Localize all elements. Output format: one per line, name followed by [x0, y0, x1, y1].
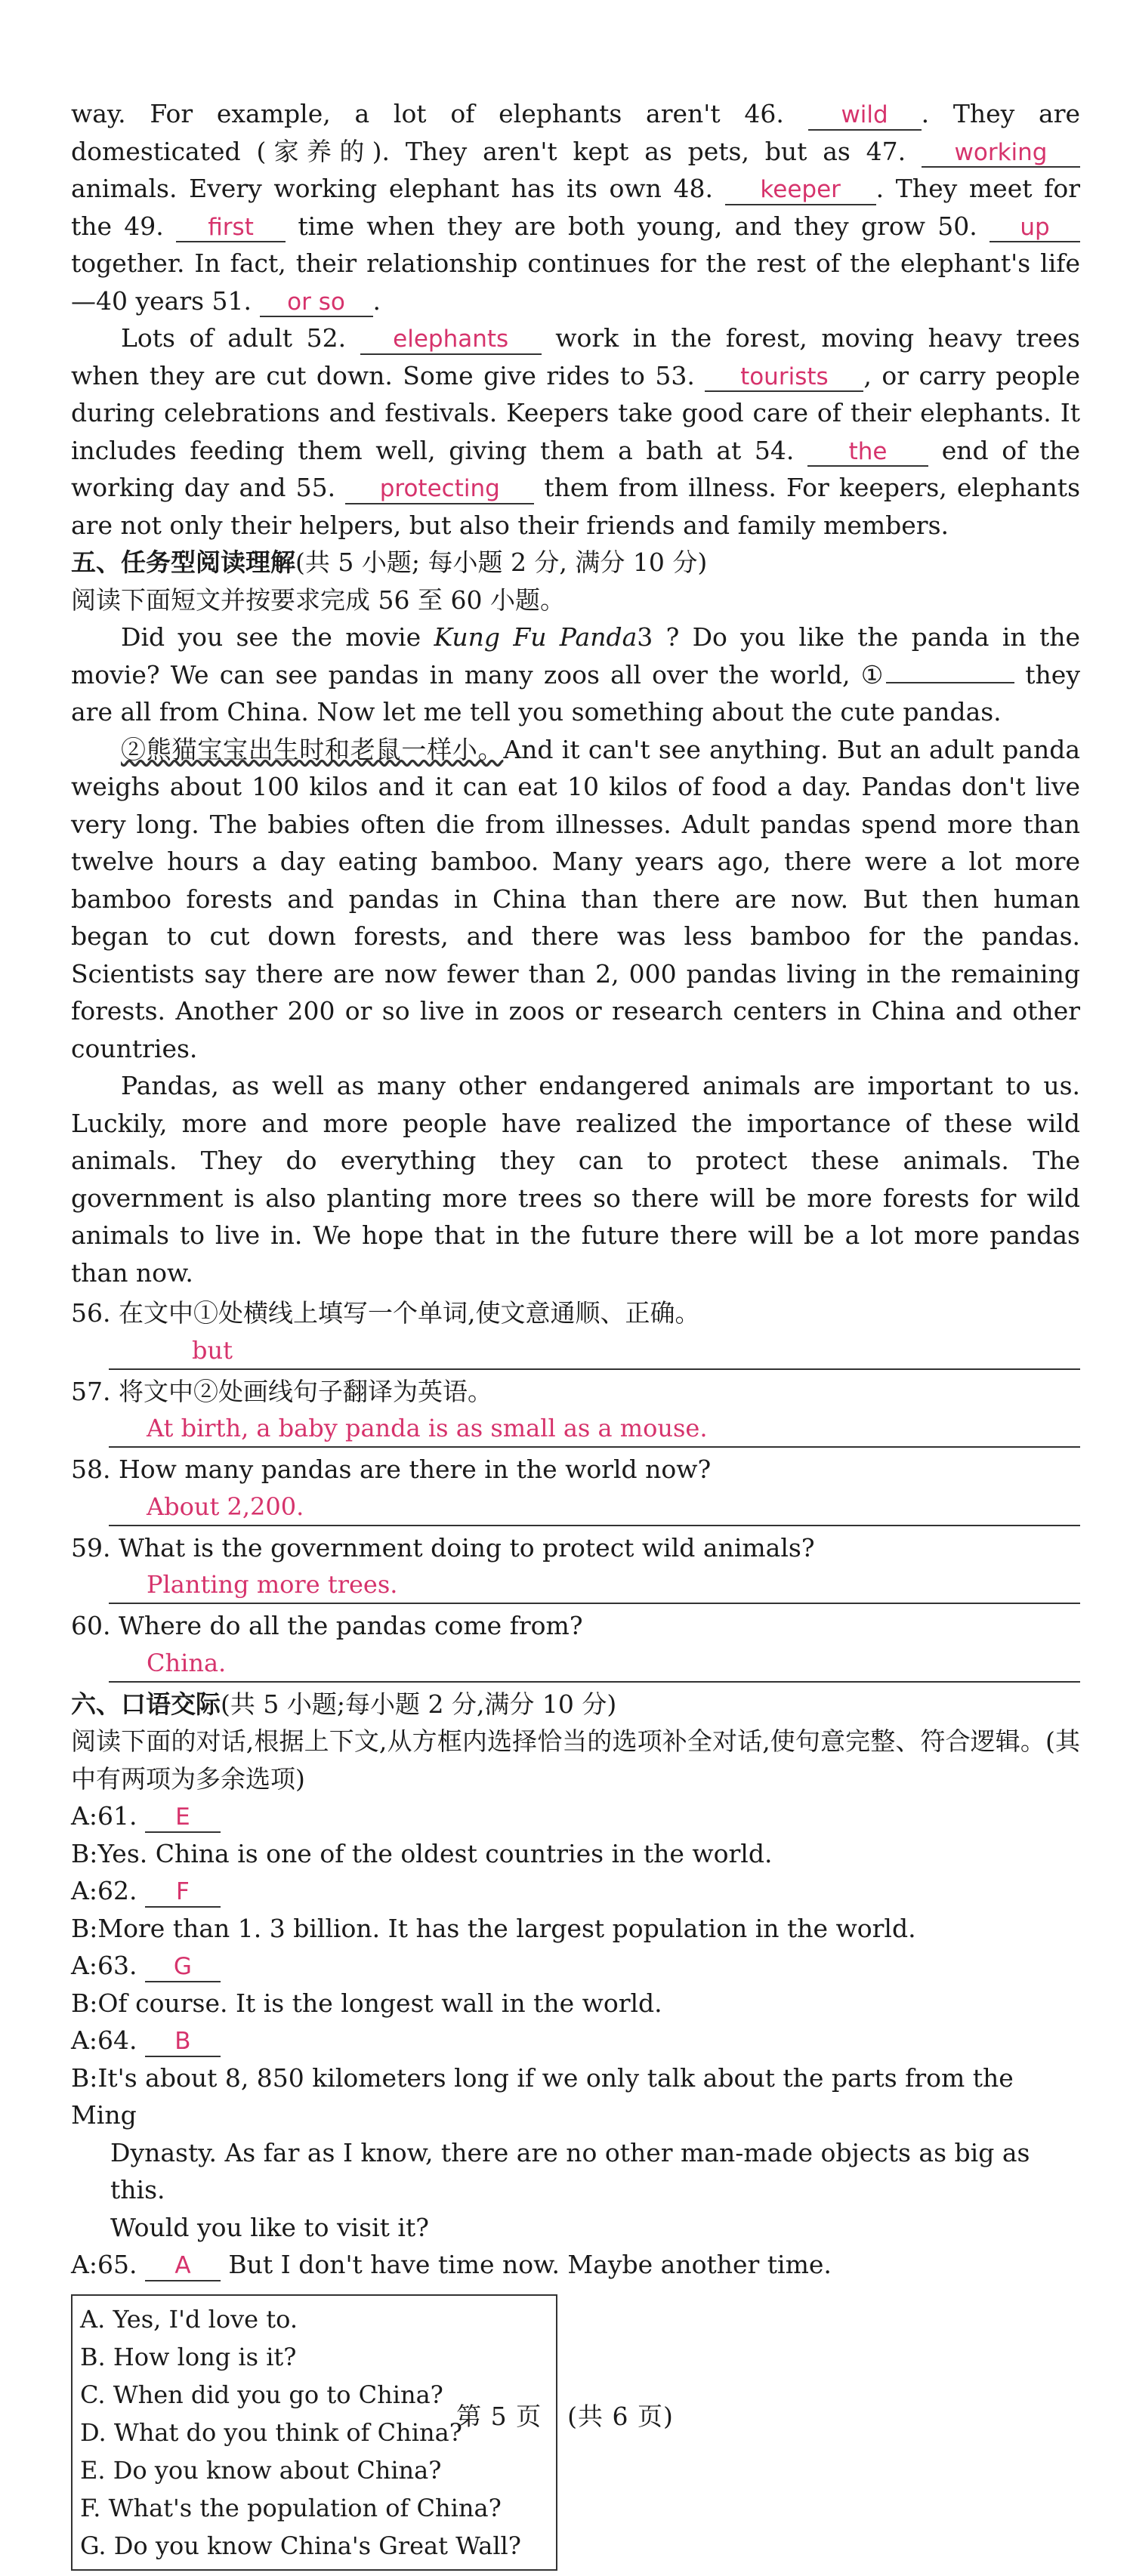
passage1-paragraph1 — [71, 95, 1080, 319]
text: A:65. — [71, 2250, 137, 2279]
text: A:64. — [71, 2025, 137, 2055]
text: And it can't see anything. But an adult panda weighs about 100 kilos and it can eat 10 kilos of food a day. Pandas don't live very long. The babies often die from illnesses. Adult pandas spend more than twelve hours a day eating bamboo. Many years ago, there were a lot more bamboo forests and pandas in China than there are now. But then human began to cut down forests, and there was less bamboo for the pandas. Scientists say there are now fewer than 2, 000 pandas living in the remaining forests. Another 200 or so live in zoos or research centers in China and other countries. — [71, 734, 1080, 1063]
text: end of the working day and 55. — [71, 435, 1080, 502]
text: Did you see the movie — [121, 622, 434, 652]
page-footer: 第 5 页 (共 6 页) — [456, 2402, 674, 2431]
question-text: 56. 在文中①处横线上填写一个单词,使文意通顺、正确。 — [71, 1298, 700, 1328]
answer-60: China. — [109, 1645, 1080, 1683]
dialog-reply-62: B:More than 1. 3 billion. It has the largest population in the world. — [71, 1913, 916, 1943]
dialog-reply-63: B:Of course. It is the longest wall in the world. — [71, 1988, 662, 2018]
option-d: D. What do you think of China? — [80, 2417, 462, 2447]
answer-64: B — [145, 2028, 221, 2057]
text: But I don't have time now. Maybe another time. — [220, 2250, 832, 2279]
answer-55: protecting — [345, 476, 534, 504]
question-text: 57. 将文中②处画线句子翻译为英语。 — [71, 1376, 492, 1406]
answer-58: About 2,200. — [109, 1489, 1080, 1526]
section5-instruction: 阅读下面短文并按要求完成 56 至 60 小题。 — [71, 585, 565, 615]
section5-paragraph1 — [71, 619, 1080, 731]
text: . They meet for the 49. — [71, 174, 1080, 241]
dialog-reply-64b: Dynasty. As far as I know, there are no other man-made objects as big as this. — [110, 2137, 1030, 2204]
section5-title: 五、任务型阅读理解 — [71, 548, 295, 577]
option-f: F. What's the population of China? — [80, 2493, 502, 2522]
question-58 — [71, 1451, 1080, 1526]
answer-65: A — [145, 2253, 221, 2281]
answer-56: but — [109, 1332, 1080, 1370]
text: 3 ? Do you like the panda in the movie? We can see pandas in many zoos all over the world, ① — [71, 622, 1081, 690]
dialog-65 — [71, 2246, 1080, 2284]
answer-47: working — [922, 140, 1080, 168]
section5-paragraph2 — [71, 731, 1080, 1068]
answer-48: keeper — [725, 177, 876, 205]
question-56 — [71, 1294, 1080, 1370]
question-60 — [71, 1607, 1080, 1683]
answer-46: wild — [808, 102, 922, 131]
dialog — [71, 1797, 1080, 2284]
answer-52: elephants — [360, 326, 542, 355]
passage1-paragraph2 — [71, 319, 1080, 544]
dialog-63 — [71, 1947, 1080, 1985]
answer-57: At birth, a baby panda is as small as a mouse. — [109, 1410, 1080, 1448]
option-g: G. Do you know China's Great Wall? — [80, 2531, 521, 2560]
blank-1 — [886, 661, 1014, 683]
answer-59: Planting more trees. — [109, 1566, 1080, 1604]
text: . They are domesticated (家养的). They aren't kept as pets, but as 47. — [71, 99, 1081, 166]
text: A:62. — [71, 1876, 137, 1905]
section5-score: (共 5 小题; 每小题 2 分, 满分 10 分) — [295, 548, 708, 577]
text: way. For example, a lot of elephants aren't 46. — [71, 99, 784, 128]
section6-score: (共 5 小题;每小题 2 分,满分 10 分) — [221, 1689, 617, 1719]
option-a: A. Yes, I'd love to. — [80, 2304, 298, 2334]
text: A:63. — [71, 1951, 137, 1980]
text: , or carry people during celebrations and festivals. Keepers take good care of their elephants. It includes feeding them well, giving them a bath at 54. — [71, 360, 1080, 465]
answer-51: or so — [260, 289, 373, 318]
answer-53: tourists — [705, 364, 863, 393]
section6-heading — [71, 1686, 1080, 1723]
option-b: B. How long is it? — [80, 2342, 297, 2371]
text: work in the forest, moving heavy trees when they are cut down. Some give rides to 53. — [71, 323, 1080, 390]
text: Lots of adult 52. — [121, 323, 347, 353]
answer-62: F — [145, 1879, 221, 1908]
dialog-64 — [71, 2022, 1080, 2059]
question-59 — [71, 1529, 1080, 1605]
answer-49: first — [176, 214, 286, 243]
answer-63: G — [145, 1954, 221, 1982]
text: . — [372, 285, 381, 316]
underlined-sentence-2: ②熊猫宝宝出生时和老鼠一样小。 — [121, 734, 504, 764]
text: A:61. — [71, 1801, 137, 1831]
question-text: 59. What is the government doing to protect wild animals? — [71, 1532, 815, 1563]
question-57 — [71, 1373, 1080, 1448]
question-text: 58. How many pandas are there in the world now? — [71, 1455, 712, 1484]
dialog-reply-61: B:Yes. China is one of the oldest countries in the world. — [71, 1838, 773, 1868]
dialog-62 — [71, 1872, 1080, 1910]
section6-title: 六、口语交际 — [71, 1689, 221, 1719]
text: together. In fact, their relationship continues for the rest of the elephant's life—40 years 51. — [71, 248, 1080, 316]
movie-title: Kung Fu Panda — [434, 622, 638, 652]
dialog-reply-64a: B:It's about 8, 850 kilometers long if we only talk about the parts from the Ming — [71, 2062, 1014, 2130]
section5-paragraph3: Pandas, as well as many other endangered animals are important to us. Luckily, more and more people have realized the importance of these wild animals. They do everything they can to protect these animals. The government is also planting more trees so there will be more forests for wild animals to live in. We hope that in the future there will be a lot more pandas than now. — [71, 1071, 1080, 1288]
text: animals. Every working elephant has its own 48. — [71, 174, 714, 203]
question-text: 60. Where do all the pandas come from? — [71, 1611, 583, 1640]
option-e: E. Do you know about China? — [80, 2455, 442, 2485]
dialog-reply-64c: Would you like to visit it? — [110, 2212, 429, 2242]
section6-instruction: 阅读下面的对话,根据上下文,从方框内选择恰当的选项补全对话,使句意完整、符合逻辑。(其中有两项为多余选项) — [71, 1726, 1080, 1794]
text: they are all from China. Now let me tell you something about the cute pandas. — [71, 659, 1080, 727]
dialog-61 — [71, 1797, 1080, 1835]
question-list — [71, 1294, 1080, 1683]
text: them from illness. For keepers, elephants are not only their helpers, but also their friends and family members. — [71, 473, 1081, 540]
answer-54: the — [807, 439, 928, 467]
option-c: C. When did you go to China? — [80, 2380, 443, 2409]
text: time when they are both young, and they grow 50. — [298, 211, 977, 241]
answer-50: up — [990, 214, 1080, 243]
section5-heading — [71, 544, 1080, 582]
answer-61: E — [145, 1804, 221, 1833]
